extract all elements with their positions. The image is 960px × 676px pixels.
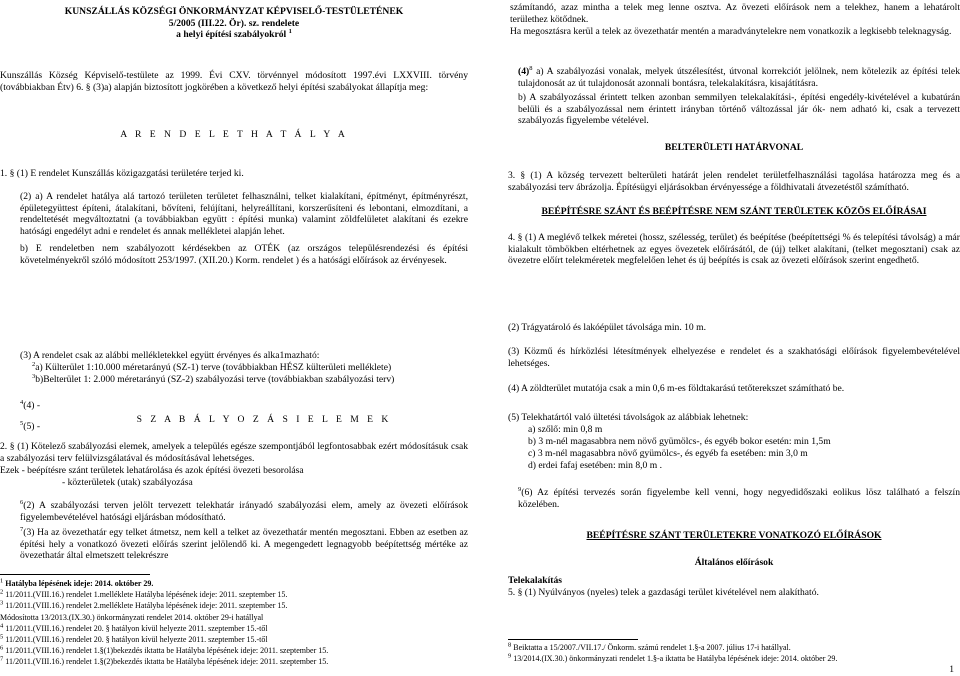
footnote-text: 11/2011.(VIII.16.) rendelet 1.melléklete Hatályba lépésének ideje: 2011. szeptember 15.: [3, 590, 288, 600]
section-1-4: [0, 400, 468, 412]
footnote-number: 4: [0, 622, 4, 630]
footnote-text: Módosította 13/2013.(IX.30.) önkormányzati rendelet 2014. október 29-i hatállyal: [0, 612, 264, 622]
footnote-ref[interactable]: 2: [32, 360, 36, 368]
footnote-ref[interactable]: 3: [32, 372, 36, 380]
kozos-eloirasok-heading: BEÉPÍTÉSRE SZÁNT ÉS BEÉPÍTÉSRE NEM SZÁNT TERÜLETEK KÖZÖS ELŐÍRÁSAI: [541, 206, 927, 217]
footnote-number: 5: [0, 633, 4, 641]
footnote: [0, 657, 468, 666]
footnote: [0, 613, 468, 622]
page-number: 1: [949, 664, 954, 675]
footnote-text: Beiktatta a 15/2007./VII.17./ Önkorm. számú rendelet 1.§-a 2007. július 17-i hatállyal.: [511, 643, 791, 652]
section-2-1: 2. § (1) Kötelező szabályozási elemek, amelyek a település egésze szempontjából legfontosabbak ezért módosításuk csak a szabályozási terv felülvizsgálatával és módosításával lehetséges.: [0, 441, 468, 464]
footnote: [508, 643, 960, 652]
section-5-1: 5. § (1) Nyúlványos (nyeles) telek a gazdasági terület kivételével nem alakítható.: [508, 587, 819, 598]
footnote-ref[interactable]: 5: [20, 419, 24, 427]
footnote-number: 1: [0, 577, 4, 585]
section-4-2: (2) Trágyatároló és lakóépület távolsága min. 10 m.: [508, 322, 706, 333]
telekalakitas-heading: Telekalakítás: [508, 575, 563, 586]
section-2-3-text: (3) Ha az övezethatár egy telket átmetsz, nem kell a telket az övezethatár mentén megosztani. Ebben az esetben az építési hely a vonatkozó övezeti előírás szerint jelölendő ki. A megengedett legnagyobb beépítettség mértéke az övezethatár által elmetszett telekrészre: [20, 527, 468, 562]
section-4-1: 4. § (1) A meglévő telkek méretei (hossz, szélesség, terület) és beépítése (beépítettségi % és telepítési távolság) a már kialakult tömbökben eltérhetnek az egyes övezetek előírásától, de (új) telket alakítani, (telket megosztani) csak az övezetre előírt telekméretek megfelelően lehet és új beépítés is csak az övezeti előírások szerint engedhető.: [508, 232, 960, 267]
section-4-5c: c) 3 m-nél magasabbra növő gyümölcs-, és egyéb fa esetében: min 3,0 m: [528, 448, 808, 459]
belteruleti-hatarvonal-heading: BELTERÜLETI HATÁRVONAL: [664, 142, 804, 153]
footnote-number: 8: [508, 641, 512, 649]
section-1-4-text: (4) -: [23, 400, 41, 411]
footnote-divider: [508, 639, 638, 640]
footnote-ref[interactable]: 8: [529, 64, 533, 72]
footnote-ref[interactable]: 6: [20, 498, 24, 506]
section-1-1: 1. § (1) E rendelet Kunszállás közigazgatási területére terjed ki.: [0, 168, 244, 179]
footnote-number: 3: [0, 599, 4, 607]
rendelet-hatalya-heading: A R E N D E L E T H A T Á L Y A: [120, 129, 348, 140]
section-2-2: [0, 500, 468, 523]
footnote-ref[interactable]: 9: [518, 485, 522, 493]
title-line-3-text: a helyi építési szabályokról: [176, 29, 287, 41]
footnote: [0, 635, 468, 644]
section-2-4b: b) A szabályozással érintett telken azonban semmilyen telekalakítási-, építési engedély-kivételével a kubatúrán belüli és a szabályozással nem érintett irányban történő változással jár ók- nem adható ki, csak a tervezett szabályozás figyelembe vételével.: [518, 92, 960, 127]
continued-paragraph-2: Ha megosztásra kerül a telek az övezethatár mentén a maradványtelekre nem vonatkozik a legkisebb teleknagyság.: [510, 26, 952, 37]
intro-paragraph: Kunszállás Község Képviselő-testülete az 1999. Évi CXV. törvénnyel módosított 1997.évi LXXVIII. törvény (továbbiakban Étv) 6. § (3)a) alapján biztosított jogkörében a következő helyi építési szabályokat állapítja meg:: [0, 70, 468, 93]
section-2-3: [0, 527, 468, 562]
footnote-number: 9: [508, 652, 512, 660]
title-line-1: KUNSZÁLLÁS KÖZSÉGI ÖNKORMÁNYZAT KÉPVISELŐ-TESTÜLETÉNEK: [64, 6, 404, 17]
section-1-2a: (2) a) A rendelet hatálya alá tartozó területen területet felhasználni, telket kialakítani, építményt, építményrészt, épületegyüttest építeni, átalakítani, bővíteni, felújítani, helyreállítani, korszerűsíteni és lebontani, elmozdítani, a rendeltetését megváltoztatni (a továbbiakban együtt : építési munka) valamint zöldfelületet alakítani és ezekre hatósági engedélyt adni e rendelet és annak mellékletei alapján lehet.: [20, 191, 468, 237]
section-1-3b: [0, 374, 468, 386]
section-4-5b: b) 3 m-nél magasabbra nem növő gyümölcs-, és egyéb bokor esetén: min 1,5m: [528, 436, 831, 447]
section-4-5: (5) Telekhatártól való ültetési távolságok az alábbiak lehetnek:: [508, 412, 749, 423]
footnote-ref[interactable]: 1: [288, 28, 292, 35]
section-1-2b: b) E rendeletben nem szabályozott kérdésekben az OTÉK (az országos településrendezési és építési követelményekről szóló módosított 253/1997. (XII.20.) Korm. rendelet ) és a hatósági előírások az érvényesek.: [20, 243, 468, 266]
section-2-4a-text: a) A szabályozási vonalak, melyek útszélesítést, útvonal korrekciót jelölnek, nem kötelezik az építési telek tulajdonosát az út tulajdonosát azonnali bontásra, telekalakításra, kisajátításra.: [518, 66, 960, 89]
section-2-ezek-line1: Ezek - beépítésre szánt területek lehatárolása és azok építési övezeti besorolása: [0, 465, 304, 476]
footnote-number: 7: [0, 655, 4, 663]
section-2-ezek-line2: - közterületek (utak) szabályozása: [62, 477, 193, 488]
continued-paragraph: számítandó, azaz mintha a telek meg lenne osztva. Az övezeti előírások nem a telekhez, hanem a lehatárolt területhez kötődnek.: [510, 2, 960, 25]
footnote: [0, 579, 468, 588]
section-1-3a: [0, 362, 468, 374]
beepitesre-szant-heading: BEÉPÍTÉSRE SZÁNT TERÜLETEKRE VONATKOZÓ ELŐÍRÁSOK: [586, 530, 882, 541]
footnote: [508, 654, 960, 663]
title-line-2: 5/2005 (III.22. Ör). sz. rendelete: [168, 17, 300, 29]
section-2-4a: [508, 66, 960, 89]
footnote-text: 11/2011.(VIII.16.) rendelet 1.§(2)bekezdés iktatta be Hatályba lépésének ideje: 2011. szeptember 15.: [3, 657, 329, 667]
footnote-text: 11/2011.(VIII.16.) rendelet 1.§(1)bekezdés iktatta be Hatályba lépésének ideje: 2011. szeptember 15.: [3, 646, 329, 656]
section-4-6-text: (6) Az építési tervezés során figyelembe kell venni, hogy negyedidőszaki eolikus lösz található a felszín közelében.: [518, 487, 960, 510]
section-1-3a-text: a) Külterület 1:10.000 méretarányú (SZ-1) terve (továbbiakban HÉSZ külterületi melléklete): [35, 362, 392, 373]
footnote-number: 6: [0, 644, 4, 652]
footnote-text: 11/2011.(VIII.16.) rendelet 20. § hatályon kívül helyezte 2011. szeptember 15.-től: [3, 623, 268, 633]
altalanos-eloirasok-heading: Általános előírások: [694, 557, 774, 568]
document-title: [0, 6, 468, 41]
footnote: [0, 624, 468, 633]
footnote: [0, 601, 468, 610]
footnote-text: Hatályba lépésének ideje: 2014. október 29.: [3, 579, 154, 588]
footnote-text: 13/2014.(IX.30.) önkormányzati rendelet 1.§-a iktatta be Hatályba lépésének ideje: 2014. október 29.: [511, 654, 838, 664]
footnote: [0, 590, 468, 599]
footnote-divider: [0, 574, 150, 575]
section-1-5-text: (5) -: [23, 421, 41, 432]
footnote-ref[interactable]: 7: [20, 525, 24, 533]
footnote: [0, 646, 468, 655]
section-4-5a: a) szőlő: min 0,8 m: [528, 424, 603, 435]
footnote-number: 2: [0, 588, 4, 596]
section-4-6: [508, 487, 960, 510]
section-3-1: 3. § (1) A község tervezett belterületi határát jelen rendelet területfelhasználási tagolása határozza meg és a szabályozási terv ábrázolja. Építésügyi eljárásokban érvényessége a földhivatali átvezetéstől számítható.: [508, 170, 960, 193]
section-2-2-text: (2) A szabályozási terven jelölt tervezett telekhatár irányadó szabályozási elem, amely az övezeti előírások figyelembevételével hatósági eljárásban módosítható.: [20, 500, 468, 523]
section-1-3: (3) A rendelet csak az alábbi mellékletekkel együtt érvényes és alka1mazható:: [20, 350, 320, 361]
section-1-3b-text: b)Belterület 1: 2.000 méretarányú (SZ-2) szabályozási terve (továbbiakban szabályozási terv): [35, 374, 395, 385]
footnote-text: 11/2011.(VIII.16.) rendelet 2.melléklete Hatályba lépésének ideje: 2011. szeptember 15.: [3, 601, 288, 611]
section-4-3: (3) Közmű és hírközlési létesítmények elhelyezése e rendelet és a szakhatósági előírások figyelembevételével lehetséges.: [508, 346, 960, 369]
footnote-text: 11/2011.(VIII.16.) rendelet 20. § hatályon kívül helyezte 2011. szeptember 15.-től: [3, 635, 268, 644]
footnote-ref[interactable]: 4: [20, 398, 24, 406]
section-4-5d: d) erdei fafaj esetében: min 8,0 m .: [528, 460, 662, 471]
title-line-3: [0, 29, 468, 41]
section-4-4: (4) A zöldterület mutatója csak a min 0,6 m-es földtakarású tetőterekszet számítható be.: [508, 383, 845, 394]
section-2-4-number: (4): [518, 66, 530, 77]
szabalyozasi-elemek-heading: S Z A B Á L Y O Z Á S I E L E M E K: [136, 414, 392, 425]
